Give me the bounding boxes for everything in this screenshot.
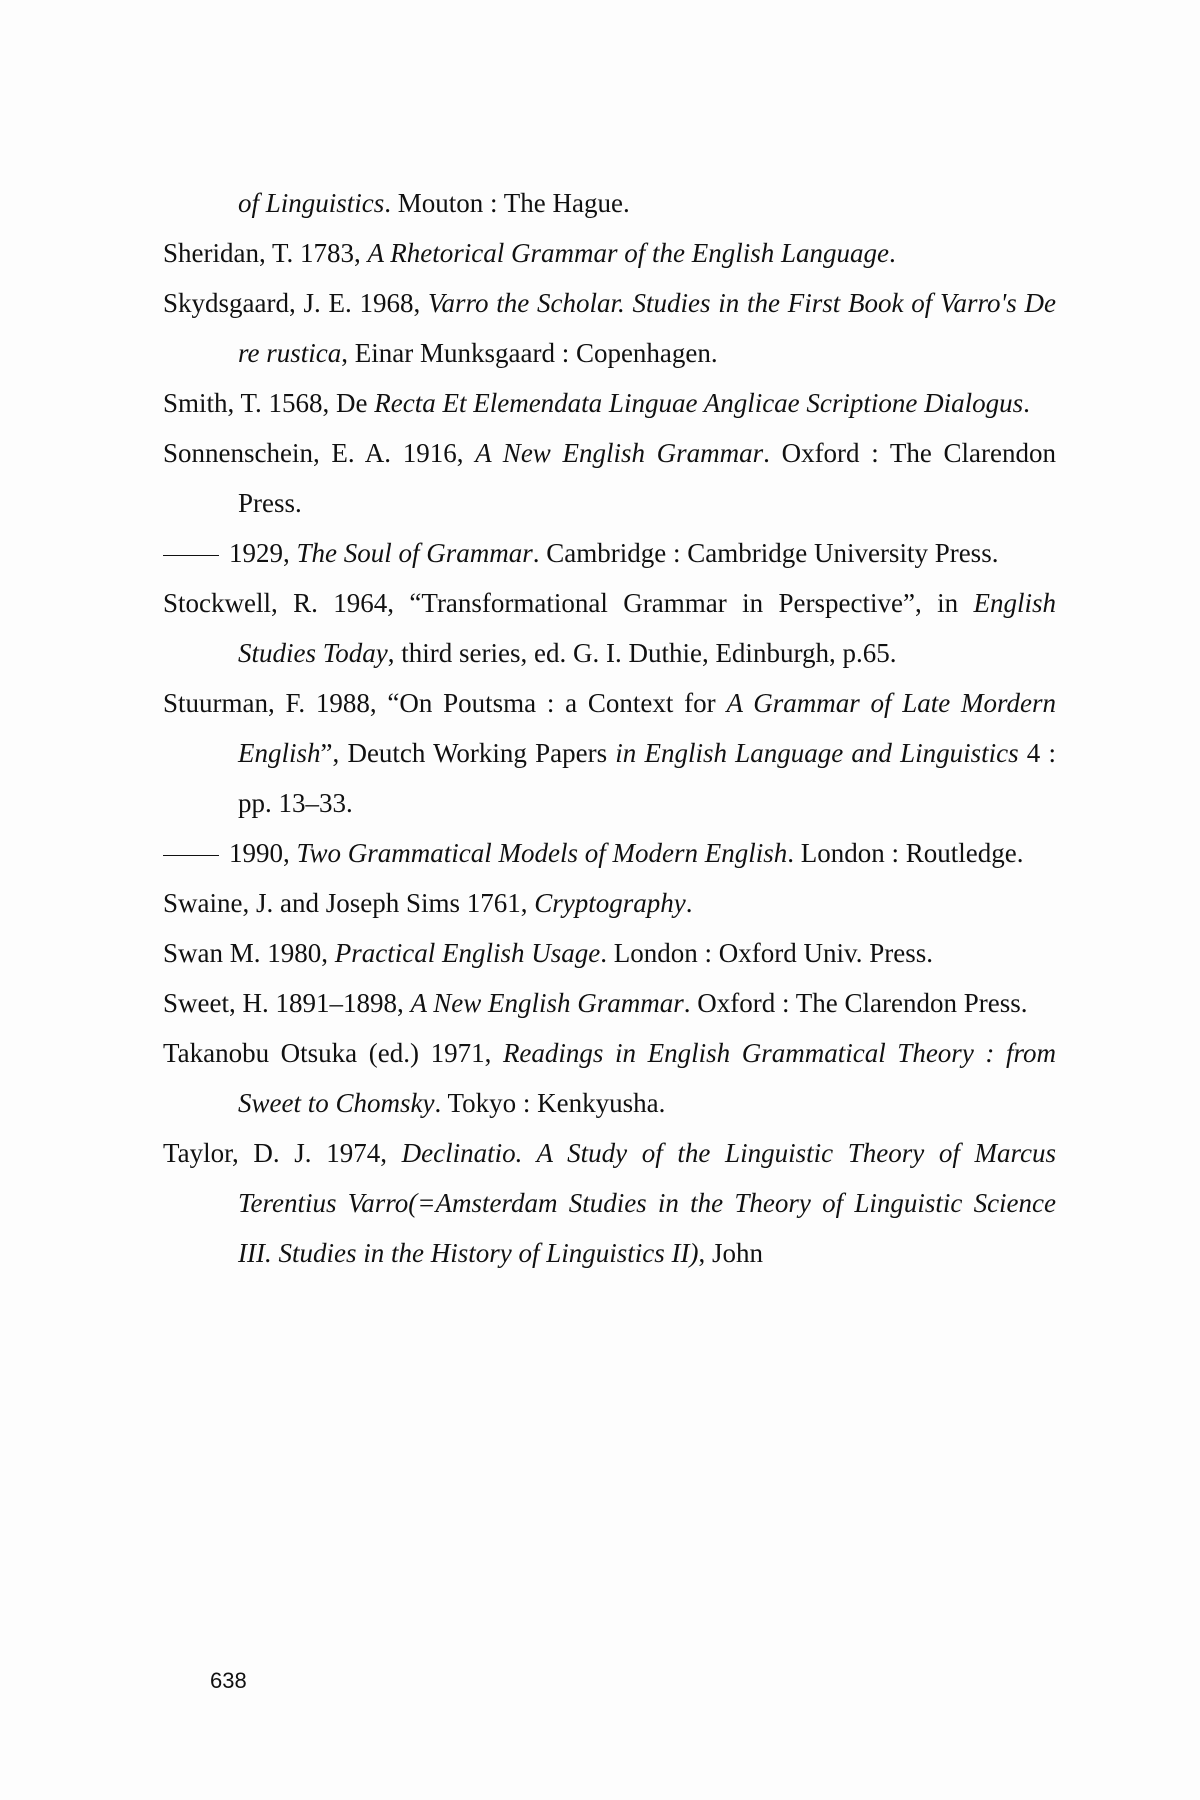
entry-text: . Oxford : The Clarendon Press. [683, 988, 1028, 1018]
bibliography-entry-swan [163, 928, 1056, 978]
bibliography-entry-sonnenschein-1929 [163, 528, 1056, 578]
entry-text: . Cambridge : Cambridge University Press. [532, 538, 999, 568]
entry-text: Takanobu Otsuka (ed.) 1971, [163, 1038, 503, 1068]
entry-text: , third series, ed. G. I. Duthie, Edinburgh, p.65. [387, 638, 897, 668]
entry-text: Swan M. 1980, [163, 938, 335, 968]
bibliography-entry-skydsgaard [163, 278, 1056, 378]
ditto-dash [163, 855, 219, 856]
entry-text: . Tokyo : Kenkyusha. [434, 1088, 666, 1118]
entry-text: ”, Deutch Working Papers [320, 738, 616, 768]
entry-text: Stockwell, R. 1964, “Transformational Grammar in Perspective”, in [163, 588, 974, 618]
entry-text: Swaine, J. and Joseph Sims 1761, [163, 888, 535, 918]
bibliography-entry-otsuka [163, 1028, 1056, 1128]
entry-text: . Oxford : The Clarendon Press. [238, 438, 1056, 518]
bibliography-entry-stockwell [163, 578, 1056, 678]
entry-text: . [1023, 388, 1030, 418]
entry-title: A New English Grammar [475, 438, 764, 468]
entry-title: A Grammar of Late Mordern English [238, 688, 1056, 768]
ditto-dash [163, 555, 219, 556]
entry-text: . London : Routledge. [787, 838, 1024, 868]
entry-text: . [888, 238, 896, 268]
entry-text: Sonnenschein, E. A. 1916, [163, 438, 476, 468]
entry-text: 4 : pp. 13–33. [238, 738, 1056, 818]
bibliography-entry-sheridan [163, 228, 1056, 278]
bibliography-entry-stuurman [163, 678, 1056, 828]
entry-text: 1990, [229, 838, 297, 868]
entry-text: Sweet, H. 1891–1898, [163, 988, 411, 1018]
bibliography-entry-sweet [163, 978, 1056, 1028]
entry-title: Practical English Usage [334, 938, 601, 968]
entry-text: , Einar Munksgaard : Copenhagen. [341, 338, 718, 368]
bibliography-entry-sonnenschein [163, 428, 1056, 528]
entry-text: , John [698, 1238, 763, 1268]
entry-text: . Mouton : The Hague. [384, 188, 630, 218]
entry-text: . London : Oxford Univ. Press. [600, 938, 933, 968]
page-number: 638 [210, 1668, 247, 1693]
bibliography-entry-stuurman-1990 [163, 828, 1056, 878]
entry-text: . [685, 888, 693, 918]
entry-title: Declinatio. A Study of the Linguistic Theory of Marcus Terentius Varro(=Amsterdam Studies in the Theory of Linguistic Science III. Studies in the History of Linguistics II) [238, 1138, 1056, 1268]
entry-title: The Soul of Grammar [296, 538, 533, 568]
bibliography-list [163, 178, 1056, 1278]
entry-text: Taylor, D. J. 1974, [163, 1138, 402, 1168]
entry-text: Smith, T. 1568, De [163, 388, 375, 418]
entry-title: A Rhetorical Grammar of the English Language [367, 238, 889, 268]
entry-text: of Linguistics [238, 188, 385, 218]
entry-title: English Studies Today [238, 588, 1056, 668]
entry-title: Recta Et Elemendata Linguae Anglicae Scriptione Dialogus [374, 388, 1024, 418]
entry-text: Stuurman, F. 1988, “On Poutsma : a Context for [163, 688, 727, 718]
bibliography-continuation [163, 178, 1056, 228]
entry-title: A New English Grammar [410, 988, 684, 1018]
entry-text: 1929, [229, 538, 297, 568]
bibliography-entry-taylor [163, 1128, 1056, 1278]
entry-title: Two Grammatical Models of Modern English [296, 838, 788, 868]
entry-title: in English Language and Linguistics [615, 738, 1019, 768]
entry-title: Cryptography [534, 888, 686, 918]
entry-text: Skydsgaard, J. E. 1968, [163, 288, 428, 318]
entry-title: Readings in English Grammatical Theory : from Sweet to Chomsky [238, 1038, 1056, 1118]
bibliography-entry-smith [163, 378, 1056, 428]
entry-text: Sheridan, T. 1783, [163, 238, 368, 268]
entry-title: Varro the Scholar. Studies in the First Book of Varro's De re rustica [238, 288, 1057, 368]
bibliography-entry-swaine [163, 878, 1056, 928]
